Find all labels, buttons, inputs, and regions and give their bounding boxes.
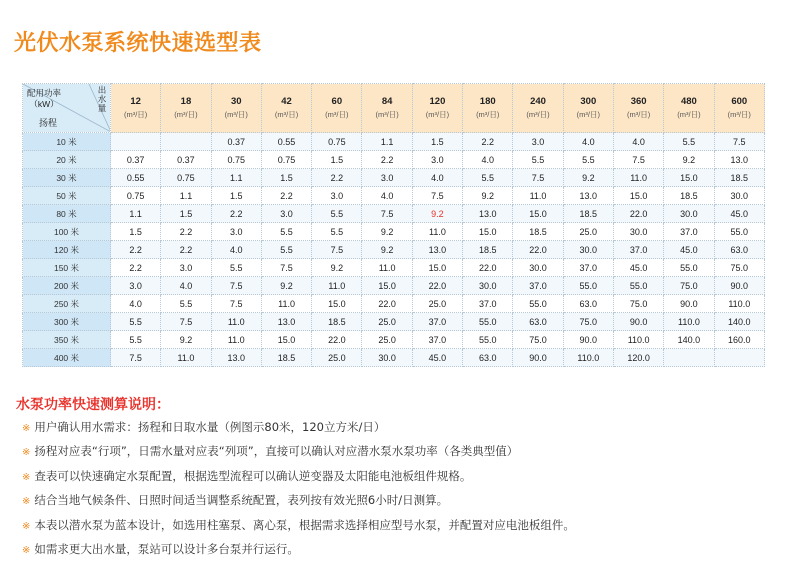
table-cell: 37.0	[463, 295, 513, 313]
column-header-480	[664, 84, 714, 133]
row-head-cell: 150 米	[23, 259, 111, 277]
table-cell: 90.0	[513, 349, 563, 367]
table-cell: 37.0	[563, 259, 613, 277]
table-cell: 0.75	[312, 133, 362, 151]
table-cell: 5.5	[312, 205, 362, 223]
note-text: 查表可以快速确定水泵配置，根据选型流程可以确认逆变器及太阳能电池板组件规格。	[34, 468, 472, 483]
column-flow-value: 360	[630, 96, 647, 107]
table-cell: 18.5	[714, 169, 764, 187]
table-cell: 37.0	[664, 223, 714, 241]
note-item	[22, 514, 762, 538]
column-header-360	[613, 84, 663, 133]
table-cell: 1.1	[211, 169, 261, 187]
table-cell: 7.5	[412, 187, 462, 205]
table-cell: 63.0	[463, 349, 513, 367]
table-cell: 9.2	[161, 331, 211, 349]
table-cell: 2.2	[161, 223, 211, 241]
table-cell: 63.0	[563, 295, 613, 313]
column-flow-value: 30	[230, 96, 242, 107]
row-head-cell: 20 米	[23, 151, 111, 169]
table-cell: 4.0	[111, 295, 161, 313]
table-cell: 63.0	[714, 241, 764, 259]
table-cell: 75.0	[613, 295, 663, 313]
selection-table	[22, 83, 765, 367]
table-row	[23, 223, 765, 241]
table-cell: 3.0	[161, 259, 211, 277]
table-cell: 30.0	[463, 277, 513, 295]
note-item	[22, 440, 762, 464]
table-cell: 30.0	[362, 349, 412, 367]
table-cell	[664, 349, 714, 367]
table-cell: 25.0	[563, 223, 613, 241]
table-cell: 2.2	[111, 241, 161, 259]
column-flow-value: 240	[530, 96, 546, 107]
table-cell: 7.5	[111, 349, 161, 367]
column-flow-unit: (m³/日)	[375, 110, 399, 119]
table-cell: 15.0	[261, 331, 311, 349]
table-cell: 22.0	[412, 277, 462, 295]
column-header-120	[412, 84, 462, 133]
table-cell: 15.0	[513, 205, 563, 223]
table-cell: 0.75	[261, 151, 311, 169]
table-cell: 5.5	[563, 151, 613, 169]
table-cell: 9.2	[463, 187, 513, 205]
table-cell: 75.0	[714, 259, 764, 277]
table-cell: 18.5	[312, 313, 362, 331]
table-cell: 30.0	[513, 259, 563, 277]
table-cell: 13.0	[412, 241, 462, 259]
table-row	[23, 259, 765, 277]
column-header-84	[362, 84, 412, 133]
table-cell: 90.0	[714, 277, 764, 295]
table-cell: 45.0	[664, 241, 714, 259]
note-text: 用户确认用水需求：扬程和日取水量（例图示80米，120立方米/日）	[34, 420, 386, 434]
note-text: 结合当地气候条件、日照时间适当调整系统配置，表列按有效光照6小时/日测算。	[34, 493, 449, 508]
table-cell: 1.5	[211, 187, 261, 205]
table-cell: 1.5	[261, 169, 311, 187]
row-head-cell: 80 米	[23, 205, 111, 223]
table-cell: 0.37	[161, 151, 211, 169]
row-head-cell: 400 米	[23, 349, 111, 367]
column-flow-value: 300	[580, 96, 597, 107]
table-cell: 7.5	[211, 277, 261, 295]
table-cell: 3.0	[211, 223, 261, 241]
column-header-600	[714, 84, 764, 133]
column-header-60	[312, 84, 362, 133]
table-cell: 3.0	[513, 133, 563, 151]
note-text: 扬程对应表“行项”，日需水量对应表“列项”，直接可以确认对应潜水泵水泵功率（各类典型值）	[34, 444, 519, 459]
table-header-row	[23, 84, 765, 133]
table-cell: 0.75	[211, 151, 261, 169]
table-cell: 110.0	[664, 313, 714, 331]
table-cell: 55.0	[463, 313, 513, 331]
table-cell: 5.5	[111, 331, 161, 349]
table-cell: 13.0	[463, 205, 513, 223]
table-cell: 30.0	[613, 223, 663, 241]
table-row	[23, 187, 765, 205]
table-cell: 37.0	[412, 313, 462, 331]
table-row	[23, 151, 765, 169]
table-body	[23, 133, 765, 367]
table-cell: 1.5	[161, 205, 211, 223]
table-cell: 18.5	[261, 349, 311, 367]
table-cell: 9.2	[362, 223, 412, 241]
corner-head-label: 扬程	[39, 118, 58, 128]
table-cell: 7.5	[312, 241, 362, 259]
table-cell: 37.0	[513, 277, 563, 295]
table-cell: 3.0	[312, 187, 362, 205]
table-cell: 7.5	[211, 295, 261, 313]
column-header-18	[161, 84, 211, 133]
table-cell: 0.55	[261, 133, 311, 151]
table-cell: 55.0	[613, 277, 663, 295]
column-flow-unit: (m³/日)	[274, 110, 299, 119]
column-flow-value: 84	[381, 96, 393, 107]
row-head-cell: 250 米	[23, 295, 111, 313]
table-cell: 4.0	[463, 151, 513, 169]
table-cell: 55.0	[563, 277, 613, 295]
note-mark-icon: ※	[22, 447, 31, 459]
table-cell: 2.2	[161, 241, 211, 259]
table-cell: 7.5	[613, 151, 663, 169]
table-cell: 0.37	[211, 133, 261, 151]
column-flow-unit: (m³/日)	[123, 110, 148, 119]
row-head-cell: 120 米	[23, 241, 111, 259]
column-flow-value: 12	[130, 96, 141, 107]
table-cell: 13.0	[714, 151, 764, 169]
note-text: 本表以潜水泵为蓝本设计，如选用柱塞泵、离心泵，根据需求选择相应型号水泵，并配置对应电池板组件。	[34, 517, 575, 532]
table-cell	[111, 133, 161, 151]
column-flow-value: 480	[680, 96, 697, 107]
table-cell: 11.0	[211, 313, 261, 331]
note-item	[22, 538, 762, 562]
selection-table-container	[22, 83, 765, 367]
table-cell: 11.0	[613, 169, 663, 187]
table-row	[23, 331, 765, 349]
corner-flow-label: 出水量	[97, 85, 107, 113]
column-flow-unit: (m³/日)	[677, 110, 701, 119]
table-row	[23, 241, 765, 259]
table-cell: 15.0	[412, 259, 462, 277]
table-cell: 4.0	[211, 241, 261, 259]
note-mark-icon: ※	[22, 423, 31, 434]
table-cell: 25.0	[412, 295, 462, 313]
table-cell: 13.0	[261, 313, 311, 331]
column-flow-unit: (m³/日)	[576, 110, 600, 119]
table-cell: 22.0	[362, 295, 412, 313]
column-header-42	[261, 84, 311, 133]
table-cell: 15.0	[664, 169, 714, 187]
table-cell: 75.0	[563, 313, 613, 331]
column-flow-value: 180	[479, 96, 496, 107]
row-head-cell: 30 米	[23, 169, 111, 187]
table-row	[23, 205, 765, 223]
note-item	[22, 416, 762, 440]
column-flow-value: 120	[429, 96, 446, 107]
table-cell: 2.2	[111, 259, 161, 277]
table-corner-cell	[23, 84, 111, 133]
column-flow-unit: (m³/日)	[476, 110, 500, 119]
table-cell: 18.5	[563, 205, 613, 223]
table-cell: 55.0	[513, 295, 563, 313]
table-cell: 5.5	[664, 133, 714, 151]
table-cell: 4.0	[613, 133, 663, 151]
table-row	[23, 349, 765, 367]
table-cell: 5.5	[312, 223, 362, 241]
table-cell: 1.5	[412, 133, 462, 151]
table-cell: 3.0	[261, 205, 311, 223]
table-cell: 22.0	[613, 205, 663, 223]
table-cell: 7.5	[161, 313, 211, 331]
table-cell: 1.1	[161, 187, 211, 205]
table-cell: 5.5	[161, 295, 211, 313]
note-mark-icon: ※	[22, 471, 31, 483]
note-text: 如需求更大出水量，泵站可以设计多台泵并行运行。	[34, 542, 299, 557]
table-cell: 4.0	[563, 133, 613, 151]
table-row	[23, 313, 765, 331]
table-cell: 0.75	[111, 187, 161, 205]
table-row	[23, 277, 765, 295]
table-cell: 37.0	[613, 241, 663, 259]
table-row	[23, 295, 765, 313]
table-cell: 1.1	[362, 133, 412, 151]
table-cell: 9.2	[362, 241, 412, 259]
table-cell: 0.75	[161, 169, 211, 187]
notes-list	[22, 416, 762, 562]
table-cell: 1.5	[312, 151, 362, 169]
table-cell: 55.0	[463, 331, 513, 349]
table-cell: 25.0	[362, 313, 412, 331]
table-cell: 11.0	[261, 295, 311, 313]
row-head-cell: 200 米	[23, 277, 111, 295]
column-flow-unit: (m³/日)	[626, 110, 651, 119]
column-header-180	[463, 84, 513, 133]
table-cell: 22.0	[513, 241, 563, 259]
section-title: 水泵功率快速测算说明：	[16, 397, 170, 413]
table-cell	[161, 133, 211, 151]
table-cell: 5.5	[111, 313, 161, 331]
column-flow-unit: (m³/日)	[325, 110, 349, 119]
table-cell: 45.0	[613, 259, 663, 277]
column-flow-unit: (m³/日)	[727, 110, 751, 119]
row-head-cell: 50 米	[23, 187, 111, 205]
column-header-30	[211, 84, 261, 133]
row-head-cell: 350 米	[23, 331, 111, 349]
table-cell: 120.0	[613, 349, 663, 367]
table-cell: 30.0	[664, 205, 714, 223]
table-cell: 2.2	[362, 151, 412, 169]
table-cell: 5.5	[211, 259, 261, 277]
table-cell: 30.0	[714, 187, 764, 205]
table-cell: 11.0	[211, 331, 261, 349]
table-cell: 4.0	[362, 187, 412, 205]
table-cell: 1.5	[111, 223, 161, 241]
note-mark-icon: ※	[22, 520, 31, 532]
table-cell: 11.0	[161, 349, 211, 367]
table-cell: 45.0	[412, 349, 462, 367]
table-cell: 18.5	[664, 187, 714, 205]
column-flow-value: 42	[281, 96, 292, 107]
table-cell: 4.0	[161, 277, 211, 295]
table-row	[23, 169, 765, 187]
table-cell: 11.0	[513, 187, 563, 205]
table-cell: 75.0	[513, 331, 563, 349]
table-cell: 110.0	[714, 295, 764, 313]
table-cell: 3.0	[362, 169, 412, 187]
table-cell: 15.0	[613, 187, 663, 205]
note-item	[22, 465, 762, 489]
table-cell	[714, 349, 764, 367]
table-cell: 13.0	[211, 349, 261, 367]
table-cell: 7.5	[513, 169, 563, 187]
table-cell: 2.2	[463, 133, 513, 151]
table-cell: 2.2	[312, 169, 362, 187]
table-cell: 30.0	[563, 241, 613, 259]
table-cell: 25.0	[362, 331, 412, 349]
table-cell: 55.0	[714, 223, 764, 241]
table-cell: 90.0	[563, 331, 613, 349]
table-cell: 160.0	[714, 331, 764, 349]
table-cell: 7.5	[362, 205, 412, 223]
note-mark-icon: ※	[22, 496, 31, 508]
table-cell: 90.0	[613, 313, 663, 331]
table-cell: 90.0	[664, 295, 714, 313]
table-cell: 18.5	[513, 223, 563, 241]
table-cell: 45.0	[714, 205, 764, 223]
table-cell: 15.0	[312, 295, 362, 313]
column-flow-unit: (m³/日)	[425, 110, 450, 119]
table-cell: 5.5	[513, 151, 563, 169]
column-flow-value: 60	[331, 96, 343, 107]
column-flow-unit: (m³/日)	[526, 110, 550, 119]
column-header-12	[111, 84, 161, 133]
table-cell: 110.0	[613, 331, 663, 349]
table-cell: 11.0	[312, 277, 362, 295]
column-flow-unit: (m³/日)	[224, 110, 248, 119]
page-title: 光伏水泵系统快速选型表	[14, 31, 262, 56]
table-cell: 25.0	[312, 349, 362, 367]
table-cell: 11.0	[412, 223, 462, 241]
table-cell: 5.5	[463, 169, 513, 187]
row-head-cell: 300 米	[23, 313, 111, 331]
table-cell: 9.2	[664, 151, 714, 169]
table-cell: 110.0	[563, 349, 613, 367]
table-cell: 9.2	[312, 259, 362, 277]
table-cell: 22.0	[463, 259, 513, 277]
table-cell: 0.55	[111, 169, 161, 187]
table-cell: 1.1	[111, 205, 161, 223]
table-cell: 15.0	[362, 277, 412, 295]
table-cell: 75.0	[664, 277, 714, 295]
table-row	[23, 133, 765, 151]
table-cell: 55.0	[664, 259, 714, 277]
column-flow-value: 18	[180, 96, 192, 107]
corner-power-label: 配用功率 （kW）	[27, 88, 62, 109]
table-cell: 0.37	[111, 151, 161, 169]
table-cell: 3.0	[412, 151, 462, 169]
table-cell: 4.0	[412, 169, 462, 187]
row-head-cell: 10 米	[23, 133, 111, 151]
table-cell: 5.5	[261, 241, 311, 259]
table-cell: 63.0	[513, 313, 563, 331]
column-flow-value: 600	[731, 96, 748, 107]
table-cell: 13.0	[563, 187, 613, 205]
table-cell: 2.2	[261, 187, 311, 205]
table-cell: 140.0	[664, 331, 714, 349]
table-cell: 140.0	[714, 313, 764, 331]
table-cell: 22.0	[312, 331, 362, 349]
table-cell: 7.5	[714, 133, 764, 151]
note-item	[22, 489, 762, 513]
table-cell: 5.5	[261, 223, 311, 241]
table-cell: 11.0	[362, 259, 412, 277]
table-cell: 7.5	[261, 259, 311, 277]
table-cell: 18.5	[463, 241, 513, 259]
column-flow-unit: (m³/日)	[174, 110, 198, 119]
column-header-300	[563, 84, 613, 133]
table-cell: 9.2	[261, 277, 311, 295]
note-mark-icon: ※	[22, 545, 31, 557]
table-cell: 9.2	[412, 205, 462, 223]
row-head-cell: 100 米	[23, 223, 111, 241]
table-cell: 2.2	[211, 205, 261, 223]
table-cell: 37.0	[412, 331, 462, 349]
column-header-240	[513, 84, 563, 133]
table-cell: 15.0	[463, 223, 513, 241]
table-cell: 3.0	[111, 277, 161, 295]
table-cell: 9.2	[563, 169, 613, 187]
